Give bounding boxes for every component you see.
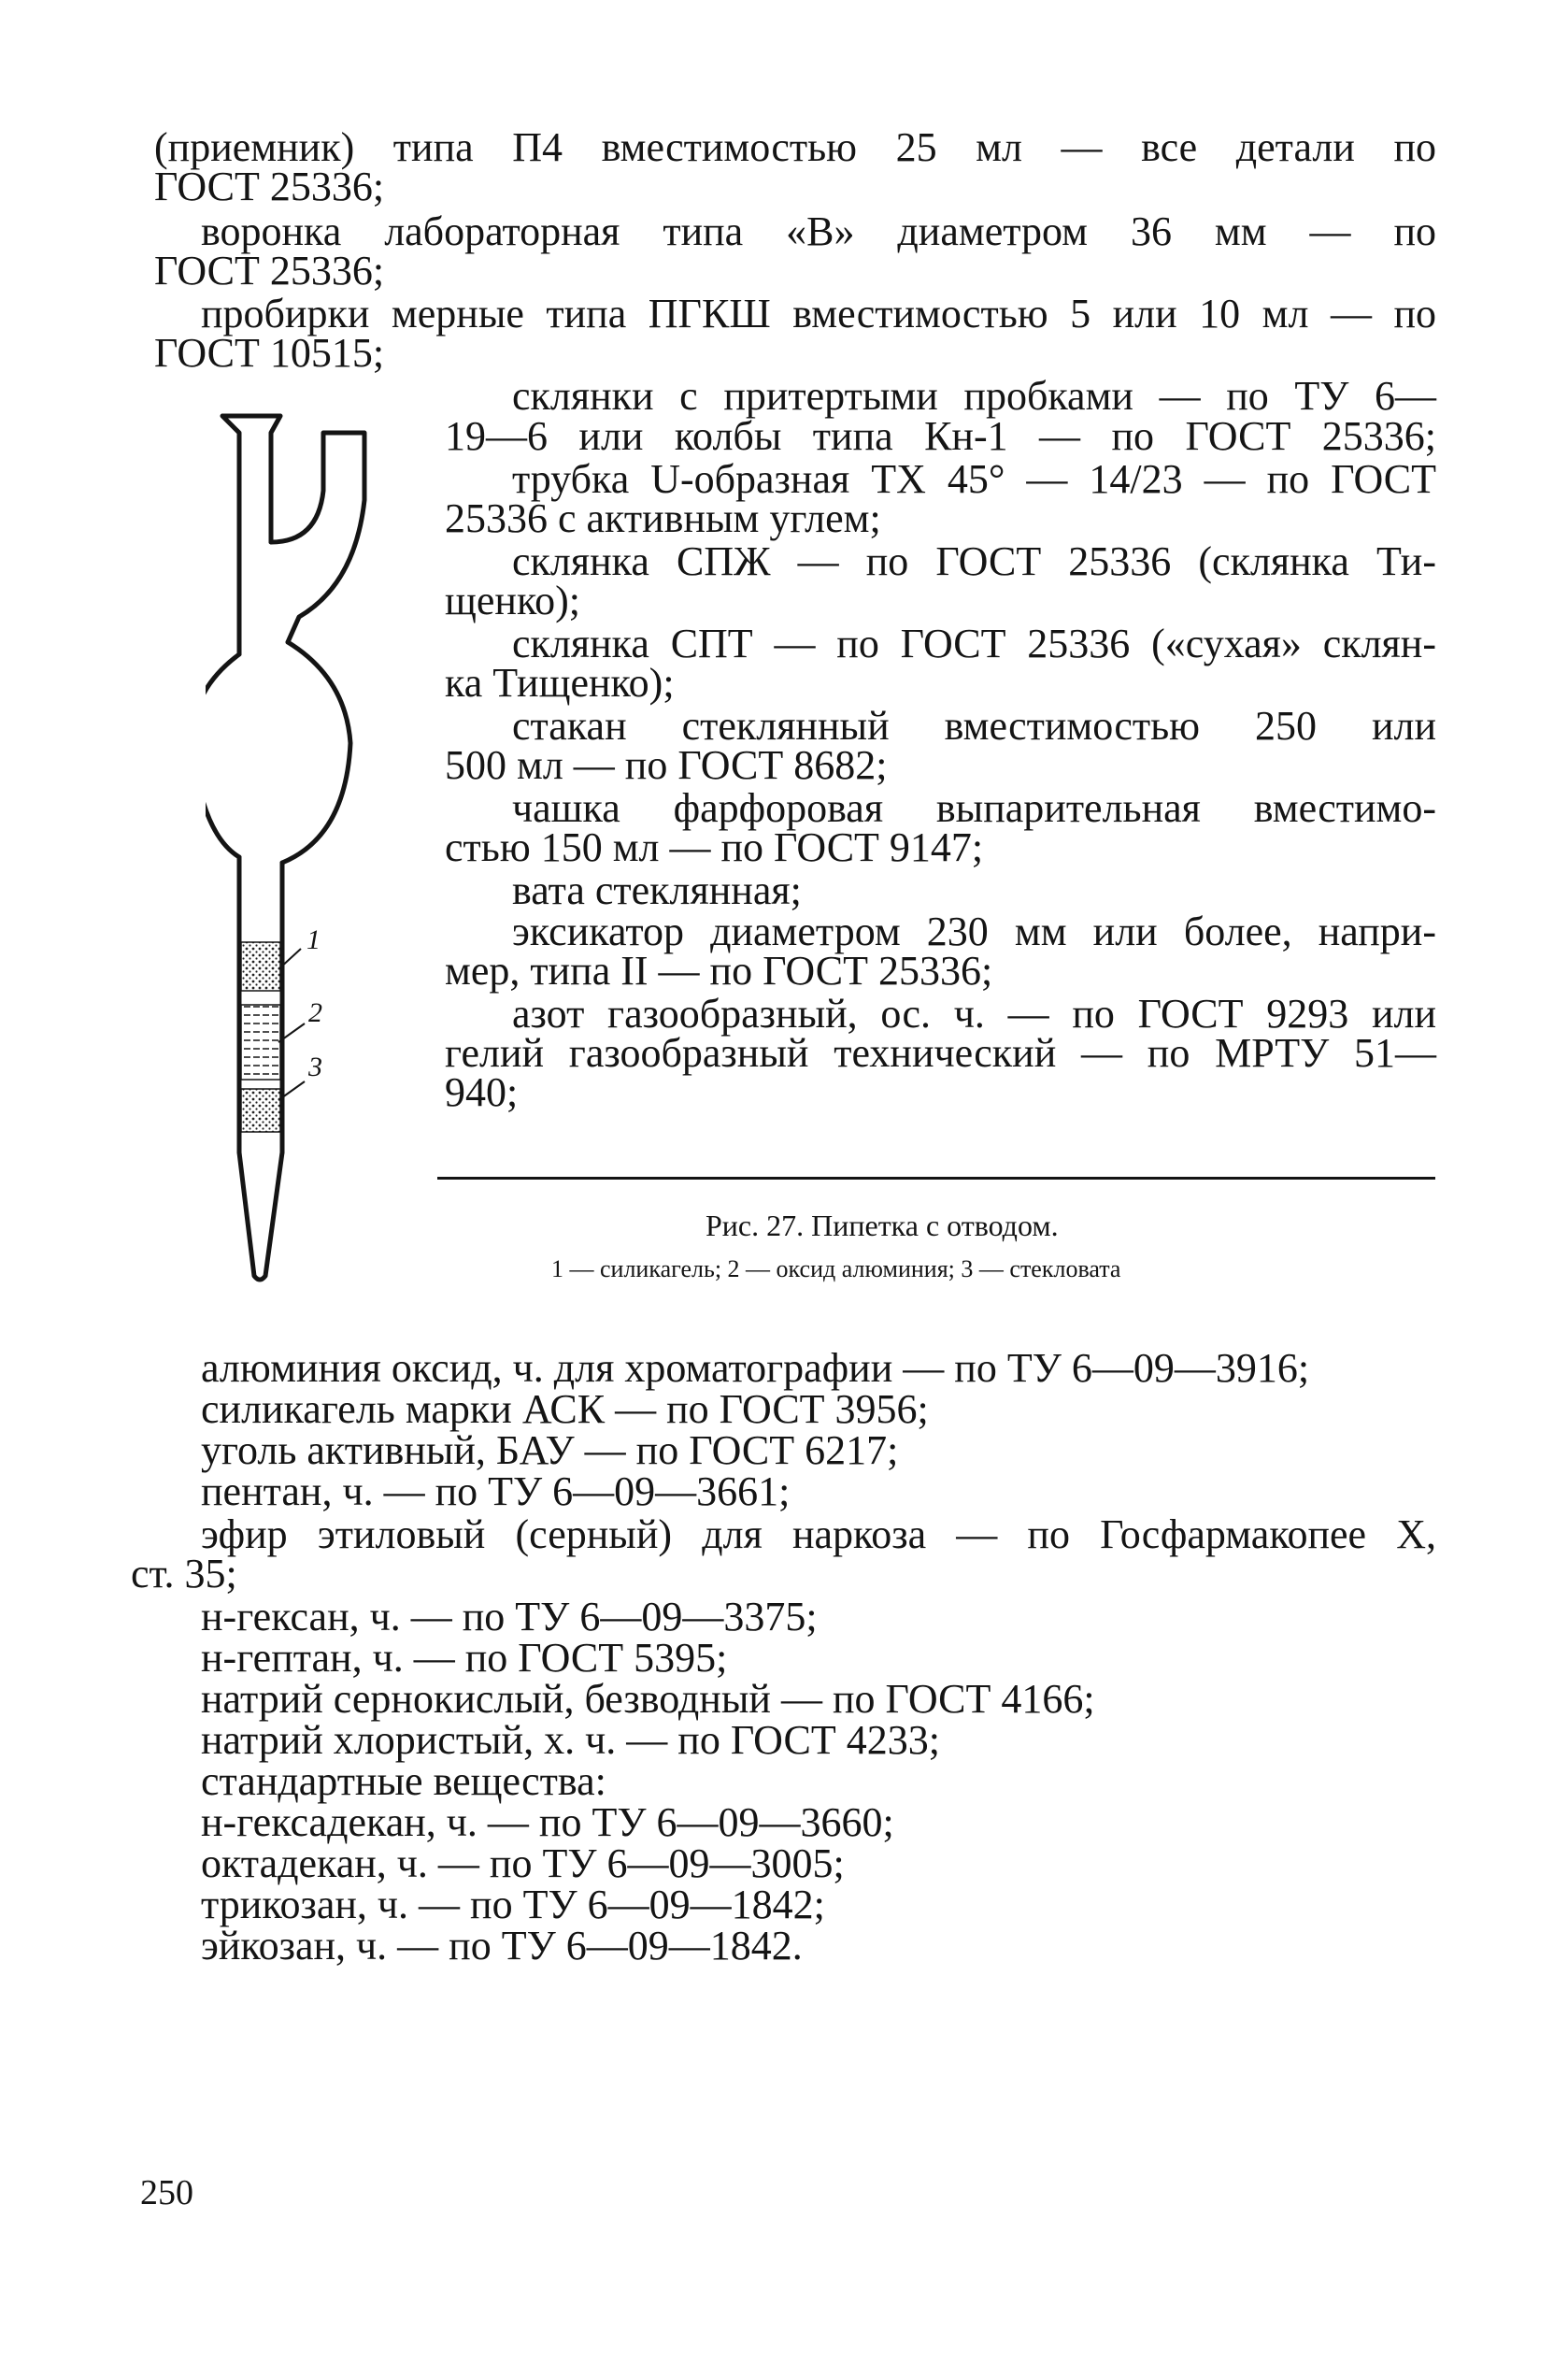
list-item: уголь активный, БАУ — по ГОСТ 6217; bbox=[201, 1427, 899, 1473]
text-line: склянки с притертыми пробками — по ТУ 6— bbox=[512, 373, 1436, 419]
text-line: склянка СПТ — по ГОСТ 25336 («сухая» склян- bbox=[512, 621, 1436, 666]
list-item: н-гексадекан, ч. — по ТУ 6—09—3660; bbox=[201, 1799, 894, 1845]
text-line: щенко); bbox=[445, 578, 580, 623]
text-line: ка Тищенко); bbox=[445, 660, 675, 706]
text-line: 25336 с активным углем; bbox=[445, 495, 881, 541]
list-item: ст. 35; bbox=[131, 1551, 237, 1596]
text-line: 940; bbox=[445, 1069, 519, 1115]
text-line: чашка фарфоровая выпарительная вместимо- bbox=[512, 785, 1436, 831]
list-item: стандартные вещества: bbox=[201, 1758, 606, 1804]
callout-label-3: 3 bbox=[308, 1052, 322, 1082]
text-line: азот газообразный, ос. ч. — по ГОСТ 9293 или bbox=[512, 991, 1436, 1037]
page-number: 250 bbox=[140, 2173, 193, 2212]
text-line: 19—6 или колбы типа Кн-1 — по ГОСТ 25336; bbox=[445, 413, 1436, 459]
list-item: эйкозан, ч. — по ТУ 6—09—1842. bbox=[201, 1923, 803, 1968]
silica-gel-layer bbox=[241, 942, 280, 991]
pipette-figure bbox=[206, 397, 392, 1295]
callout-label-2: 2 bbox=[308, 997, 322, 1028]
text-line: ГОСТ 25336; bbox=[154, 248, 385, 293]
text-line: стью 150 мл — по ГОСТ 9147; bbox=[445, 824, 984, 870]
alumina-layer bbox=[241, 1005, 280, 1080]
list-item: алюминия оксид, ч. для хроматографии — по ТУ 6—09—3916; bbox=[201, 1345, 1310, 1391]
list-item: натрий хлористый, х. ч. — по ГОСТ 4233; bbox=[201, 1717, 940, 1763]
list-item: н-гексан, ч. — по ТУ 6—09—3375; bbox=[201, 1594, 818, 1639]
text-line: ГОСТ 10515; bbox=[154, 330, 385, 376]
text-line: пробирки мерные типа ПГКШ вместимостью 5 или 10 мл — по bbox=[201, 291, 1436, 336]
text-line: эксикатор диаметром 230 мм или более, напри- bbox=[512, 909, 1436, 954]
figure-caption-legend: 1 — силикагель; 2 — оксид алюминия; 3 — стекловата bbox=[551, 1255, 1121, 1282]
list-item: пентан, ч. — по ТУ 6—09—3661; bbox=[201, 1468, 791, 1514]
text-line: гелий газообразный технический — по МРТУ 51— bbox=[445, 1030, 1436, 1076]
text-line: стакан стеклянный вместимостью 250 или bbox=[512, 703, 1436, 749]
callout-label-1: 1 bbox=[306, 924, 321, 955]
text-line: трубка U-образная ТХ 45° — 14/23 — по ГОСТ bbox=[512, 456, 1436, 502]
list-item: силикагель марки АСК — по ГОСТ 3956; bbox=[201, 1386, 929, 1432]
list-item: н-гептан, ч. — по ГОСТ 5395; bbox=[201, 1635, 728, 1681]
list-item: октадекан, ч. — по ТУ 6—09—3005; bbox=[201, 1840, 845, 1886]
glass-wool-layer bbox=[241, 1089, 280, 1132]
list-item: трикозан, ч. — по ТУ 6—09—1842; bbox=[201, 1882, 825, 1927]
figure-caption-title: Рис. 27. Пипетка с отводом. bbox=[706, 1209, 1059, 1242]
text-line: (приемник) типа П4 вместимостью 25 мл — все детали по bbox=[154, 124, 1436, 170]
text-line: мер, типа II — по ГОСТ 25336; bbox=[445, 948, 993, 994]
text-line: 500 мл — по ГОСТ 8682; bbox=[445, 742, 888, 788]
text-line: склянка СПЖ — по ГОСТ 25336 (склянка Ти- bbox=[512, 538, 1436, 584]
text-line: ГОСТ 25336; bbox=[154, 164, 385, 209]
caption-rule bbox=[437, 1177, 1435, 1180]
list-item: натрий сернокислый, безводный — по ГОСТ 4166; bbox=[201, 1676, 1095, 1722]
text-line: вата стеклянная; bbox=[512, 867, 802, 913]
list-item: эфир этиловый (серный) для наркоза — по Госфармакопее Х, bbox=[201, 1511, 1436, 1557]
text-line: воронка лабораторная типа «В» диаметром 36 мм — по bbox=[201, 208, 1436, 254]
